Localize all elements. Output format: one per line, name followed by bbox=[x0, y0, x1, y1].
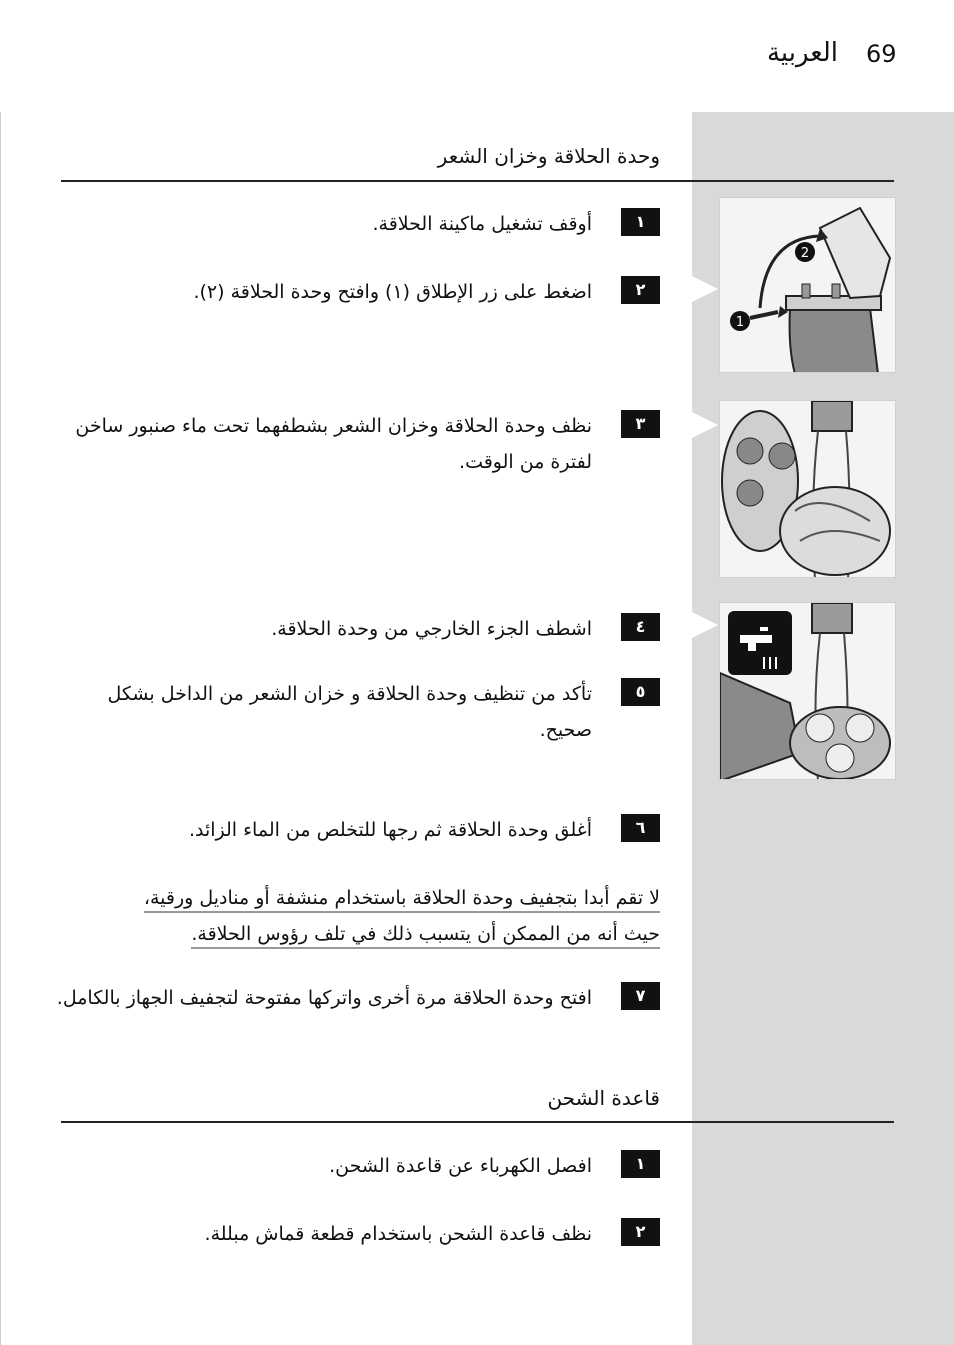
step-text: نظف وحدة الحلاقة وخزان الشعر بشطفهما تحت ماء صنبور ساخن لفترة من الوقت. bbox=[75, 415, 592, 473]
callout-2-label: 2 bbox=[800, 246, 810, 261]
step-number: ٢ bbox=[621, 276, 660, 304]
step-text: نظف قاعدة الشحن باستخدام قطعة قماش مبللة. bbox=[204, 1223, 592, 1245]
section-title-shaving-unit: وحدة الحلاقة وخزان الشعر bbox=[437, 144, 660, 168]
step-text: افصل الكهرباء عن قاعدة الشحن. bbox=[329, 1155, 592, 1177]
step-text: اشطف الجزء الخارجي من وحدة الحلاقة. bbox=[271, 618, 592, 640]
step-text: أغلق وحدة الحلاقة ثم رجها للتخلص من الماء الزائد. bbox=[188, 819, 592, 841]
step-text: تأكد من تنظيف وحدة الحلاقة و خزان الشعر من الداخل بشكل صحيح. bbox=[107, 683, 592, 741]
figure-rinse-outside bbox=[719, 602, 896, 780]
figure-open-shaving-unit bbox=[719, 197, 896, 373]
step-number: ١ bbox=[621, 1150, 660, 1178]
language-label: العربية bbox=[766, 38, 838, 68]
page-edge bbox=[0, 112, 1, 1345]
section-rule bbox=[61, 1121, 894, 1123]
section-rule bbox=[61, 180, 894, 182]
warning-note bbox=[60, 880, 660, 952]
step-number: ٣ bbox=[621, 410, 660, 438]
section-title-charging-stand: قاعدة الشحن bbox=[547, 1086, 660, 1110]
step-number: ٥ bbox=[621, 678, 660, 706]
callout-1-label: 1 bbox=[735, 315, 745, 330]
tap-water-illustration bbox=[720, 603, 896, 780]
rinse-illustration bbox=[720, 401, 896, 578]
warning-line: حيث أنه من الممكن أن يتسبب ذلك في تلف رؤوس الحلاقة. bbox=[191, 923, 660, 949]
step-number: ٢ bbox=[621, 1218, 660, 1246]
warning-line: لا تقم أبدا بتجفيف وحدة الحلاقة باستخدام منشفة أو مناديل ورقية، bbox=[144, 887, 660, 913]
figure-rinse-unit bbox=[719, 400, 896, 578]
step-number: ٤ bbox=[621, 613, 660, 641]
step-number: ٧ bbox=[621, 982, 660, 1010]
step-number: ١ bbox=[621, 208, 660, 236]
step-number: ٦ bbox=[621, 814, 660, 842]
shaver-open-illustration bbox=[720, 198, 896, 373]
step-text: أوقف تشغيل ماكينة الحلاقة. bbox=[372, 213, 592, 235]
figure-pointer bbox=[692, 612, 718, 638]
figure-pointer bbox=[692, 412, 718, 438]
figure-pointer bbox=[692, 276, 718, 302]
step-text: افتح وحدة الحلاقة مرة أخرى واتركها مفتوحة لتجفيف الجهاز بالكامل. bbox=[56, 987, 592, 1009]
page-number: 69 bbox=[866, 40, 897, 68]
step-text: اضغط على زر الإطلاق (١) وافتح وحدة الحلاقة (٢). bbox=[193, 281, 592, 303]
